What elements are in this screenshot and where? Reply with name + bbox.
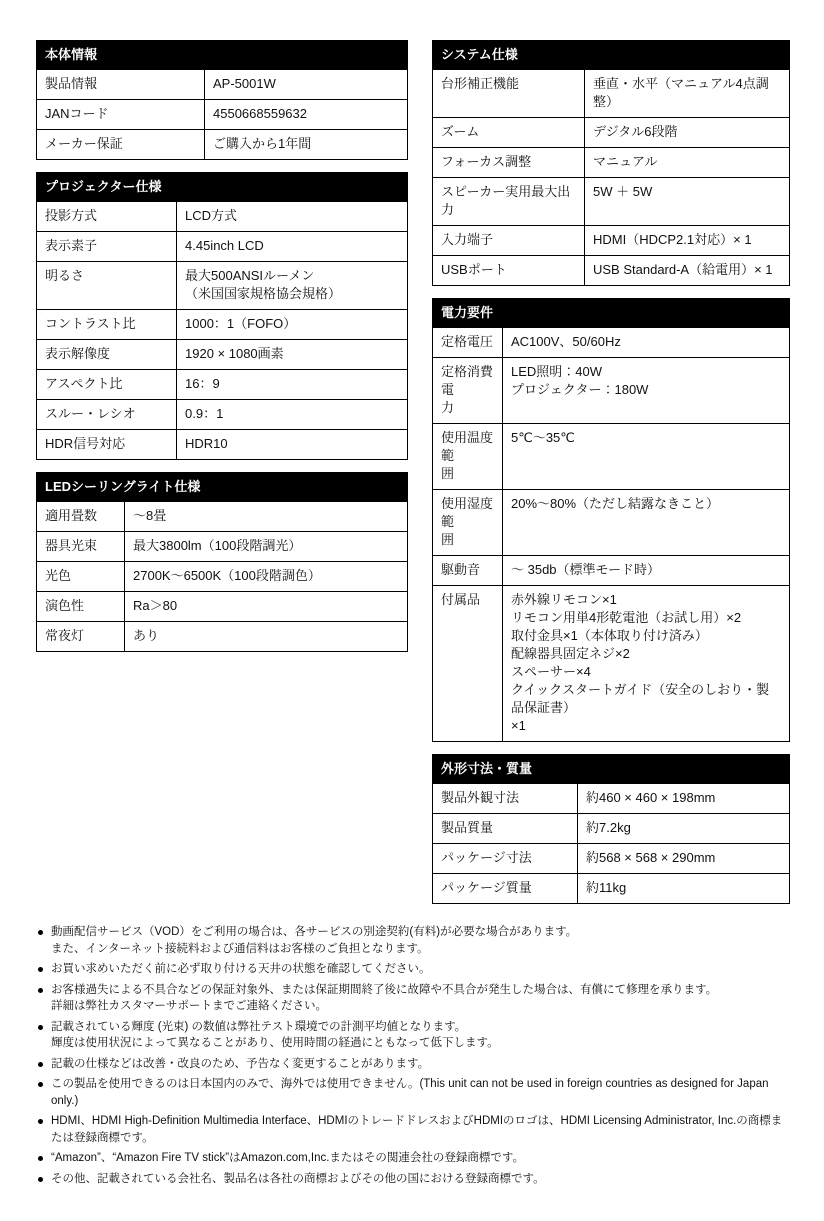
table-row — [37, 400, 408, 430]
footnote-line: その他、記載されている会社名、製品名は各社の商標およびその他の国における登録商標です。 — [51, 1172, 545, 1185]
row-label: 適用畳数 — [37, 502, 125, 532]
row-label: JANコード — [37, 100, 205, 130]
row-value: 赤外線リモコン×1 リモコン用単4形乾電池（お試し用）×2 取付金具×1（本体取り付け済み） 配線器具固定ネジ×2 スペーサー×4 クイックスタートガイド（安全のしおり・製品保証書） ×1 — [503, 586, 790, 742]
row-value: 最大3800lm（100段階調光） — [125, 532, 408, 562]
footnote-line: 動画配信サービス（VOD）をご利用の場合は、各サービスの別途契約(有料)が必要な場合があります。 — [51, 926, 578, 938]
row-label: 表示素子 — [37, 232, 177, 262]
row-label: 台形補正機能 — [433, 70, 585, 118]
table-title-system-spec: システム仕様 — [433, 41, 790, 70]
row-label: 製品外観寸法 — [433, 784, 578, 814]
table-row — [37, 370, 408, 400]
table-row — [433, 256, 790, 286]
footnote-line: また、インターネット接続料および通信料はお客様のご負担となります。 — [51, 942, 429, 955]
row-label: 付属品 — [433, 586, 503, 742]
spec-table-projector-spec — [36, 172, 408, 460]
row-value: マニュアル — [585, 148, 790, 178]
row-label: 駆動音 — [433, 556, 503, 586]
row-label: フォーカス調整 — [433, 148, 585, 178]
spec-table-system-spec — [432, 40, 790, 286]
table-title-power-requirements: 電力要件 — [433, 299, 790, 328]
footnote-line: HDMI、HDMI High-Definition Multimedia Interface、HDMIのトレードドレスおよびHDMIのロゴは、HDMI Licensing Administrator, Inc.の商標または登録商標です。 — [51, 1115, 783, 1144]
table-row — [433, 226, 790, 256]
footnote-item — [36, 1056, 788, 1073]
table-body — [37, 202, 408, 460]
row-label: 使用湿度範 囲 — [433, 490, 503, 556]
table-row — [433, 70, 790, 118]
row-value: Ra＞80 — [125, 592, 408, 622]
table-row — [37, 262, 408, 310]
table-row — [37, 592, 408, 622]
row-value: デジタル6段階 — [585, 118, 790, 148]
row-label: 常夜灯 — [37, 622, 125, 652]
table-body — [37, 502, 408, 652]
row-value: 約11kg — [578, 874, 790, 904]
table-row — [37, 100, 408, 130]
footnote-line: この製品を使用できるのは日本国内のみで、海外では使用できません。(This unit can not be used in foreign countries as designed for Japan only.) — [51, 1078, 769, 1107]
table-row — [37, 70, 408, 100]
row-label: コントラスト比 — [37, 310, 177, 340]
table-title-product-info: 本体情報 — [37, 41, 408, 70]
row-label: スルー・レシオ — [37, 400, 177, 430]
row-label: ズーム — [433, 118, 585, 148]
row-value: あり — [125, 622, 408, 652]
footnote-item — [36, 1171, 788, 1188]
table-row — [433, 556, 790, 586]
row-value: HDMI（HDCP2.1対応）× 1 — [585, 226, 790, 256]
row-value: 0.9：1 — [177, 400, 408, 430]
row-value: 5℃～35℃ — [503, 424, 790, 490]
table-row — [433, 148, 790, 178]
table-row — [37, 622, 408, 652]
right-column — [432, 40, 790, 904]
row-label: USBポート — [433, 256, 585, 286]
row-label: 表示解像度 — [37, 340, 177, 370]
row-value: LED照明：40W プロジェクター：180W — [503, 358, 790, 424]
row-value: 約460 × 460 × 198mm — [578, 784, 790, 814]
row-value: 4.45inch LCD — [177, 232, 408, 262]
row-value: HDR10 — [177, 430, 408, 460]
footnote-line: “Amazon”、“Amazon Fire TV stick”はAmazon.com,Inc.またはその関連会社の登録商標です。 — [51, 1152, 524, 1164]
table-row — [37, 232, 408, 262]
row-value: LCD方式 — [177, 202, 408, 232]
table-row — [37, 502, 408, 532]
footnote-item — [36, 1019, 788, 1052]
row-value: 5W ＋ 5W — [585, 178, 790, 226]
left-column — [36, 40, 408, 652]
footnote-item — [36, 961, 788, 978]
row-label: 器具光束 — [37, 532, 125, 562]
footnote-line: 詳細は弊社カスタマーサポートまでご連絡ください。 — [51, 1000, 327, 1012]
footnote-line: お買い求めいただく前に必ず取り付ける天井の状態を確認してください。 — [51, 963, 431, 975]
footnote-line: お客様過失による不具合などの保証対象外、または保証期間終了後に故障や不具合が発生した場合は、有償にて修理を承ります。 — [51, 983, 718, 996]
row-value: 4550668559632 — [205, 100, 408, 130]
row-label: メーカー保証 — [37, 130, 205, 160]
footnote-item — [36, 924, 788, 957]
table-row — [37, 532, 408, 562]
table-row — [433, 490, 790, 556]
row-value: AC100V、50/60Hz — [503, 328, 790, 358]
table-body — [433, 784, 790, 904]
table-row — [433, 118, 790, 148]
row-value: ご購入から1年間 — [205, 130, 408, 160]
row-value: 20%～80%（ただし結露なきこと） — [503, 490, 790, 556]
table-row — [433, 328, 790, 358]
row-label: 明るさ — [37, 262, 177, 310]
row-label: 製品質量 — [433, 814, 578, 844]
row-value: 1000：1（FOFO） — [177, 310, 408, 340]
row-label: パッケージ質量 — [433, 874, 578, 904]
row-label: 入力端子 — [433, 226, 585, 256]
row-value: 約568 × 568 × 290mm — [578, 844, 790, 874]
table-row — [433, 814, 790, 844]
footnote-line: 記載の仕様などは改善・改良のため、予告なく変更することがあります。 — [51, 1057, 430, 1070]
row-value: 約7.2kg — [578, 814, 790, 844]
spec-table-led-ceiling-light-spec — [36, 472, 408, 652]
row-label: 使用温度範 囲 — [433, 424, 503, 490]
footnote-item — [36, 1150, 788, 1167]
table-row — [37, 430, 408, 460]
row-value: 垂直・水平（マニュアル4点調整） — [585, 70, 790, 118]
table-row — [433, 178, 790, 226]
table-title-led-ceiling-light-spec: LEDシーリングライト仕様 — [37, 473, 408, 502]
row-value: ～ 35db（標準モード時） — [503, 556, 790, 586]
row-label: 定格消費電 力 — [433, 358, 503, 424]
footnote-line: 記載されている輝度 (光束) の数値は弊社テスト環境での計測平均値となります。 — [51, 1020, 467, 1033]
table-row — [37, 202, 408, 232]
row-value: ～8畳 — [125, 502, 408, 532]
footnote-item — [36, 1113, 788, 1146]
row-value: 最大500ANSIルーメン （米国国家規格協会規格） — [177, 262, 408, 310]
table-row — [37, 562, 408, 592]
footnotes-list — [36, 924, 794, 1187]
table-row — [433, 586, 790, 742]
spec-table-power-requirements — [432, 298, 790, 742]
row-value: 1920 × 1080画素 — [177, 340, 408, 370]
table-row — [37, 340, 408, 370]
row-label: アスペクト比 — [37, 370, 177, 400]
table-row — [433, 784, 790, 814]
row-label: 演色性 — [37, 592, 125, 622]
spec-table-dimensions-mass — [432, 754, 790, 904]
row-value: 2700K～6500K（100段階調色） — [125, 562, 408, 592]
table-body — [37, 70, 408, 160]
table-body — [433, 70, 790, 286]
footnote-item — [36, 982, 788, 1015]
row-label: HDR信号対応 — [37, 430, 177, 460]
row-label: 定格電圧 — [433, 328, 503, 358]
row-label: スピーカー実用最大出力 — [433, 178, 585, 226]
table-row — [37, 310, 408, 340]
footnote-item — [36, 1076, 788, 1109]
table-row — [433, 424, 790, 490]
row-label: パッケージ寸法 — [433, 844, 578, 874]
row-label: 投影方式 — [37, 202, 177, 232]
row-value: AP-5001W — [205, 70, 408, 100]
table-row — [433, 844, 790, 874]
table-body — [433, 328, 790, 742]
row-value: USB Standard-A（給電用）× 1 — [585, 256, 790, 286]
table-title-projector-spec: プロジェクター仕様 — [37, 173, 408, 202]
table-row — [433, 358, 790, 424]
row-label: 製品情報 — [37, 70, 205, 100]
footnote-line: 輝度は使用状況によって異なることがあり、使用時間の経過にともなって低下します。 — [51, 1037, 499, 1049]
row-label: 光色 — [37, 562, 125, 592]
table-row — [433, 874, 790, 904]
spec-table-product-info — [36, 40, 408, 160]
table-row — [37, 130, 408, 160]
spec-columns — [36, 40, 794, 904]
table-title-dimensions-mass: 外形寸法・質量 — [433, 755, 790, 784]
row-value: 16：9 — [177, 370, 408, 400]
